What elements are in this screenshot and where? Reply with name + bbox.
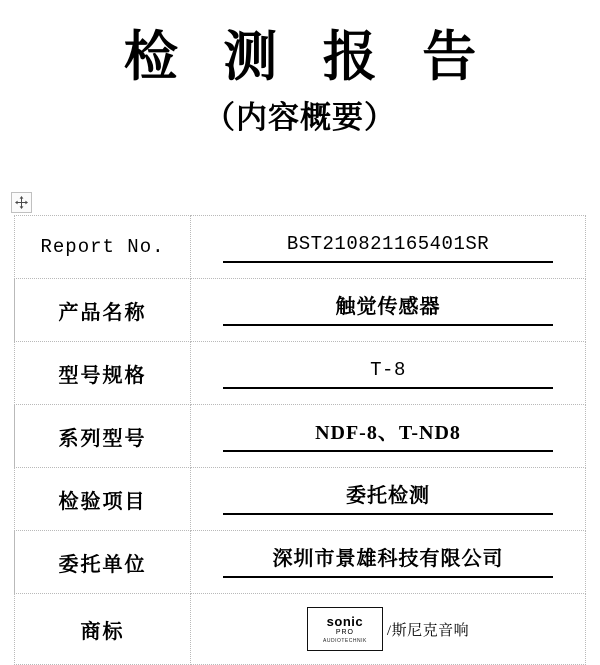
row-label-product-name: 产品名称 xyxy=(15,279,191,342)
row-value-report-no-cell xyxy=(191,216,586,279)
row-value-report-no: BST210821165401SR xyxy=(223,231,553,263)
report-table xyxy=(14,215,586,665)
row-value-model-spec: T-8 xyxy=(223,357,553,389)
page-title: 检 测 报 告 xyxy=(123,27,493,87)
row-value-inspection-item: 委托检测 xyxy=(223,483,553,515)
table-row xyxy=(15,279,586,342)
brand-logo-line1: sonic xyxy=(326,613,364,629)
brand-logo-icon xyxy=(307,607,383,651)
row-label-report-no: Report No. xyxy=(15,216,191,279)
row-value-client: 深圳市景雄科技有限公司 xyxy=(223,546,553,578)
row-value-series-model-cell xyxy=(191,405,586,468)
table-row xyxy=(15,531,586,594)
report-table-wrapper xyxy=(14,215,586,665)
row-label-model-spec: 型号规格 xyxy=(15,342,191,405)
row-value-inspection-item-cell xyxy=(191,468,586,531)
row-label-series-model: 系列型号 xyxy=(15,405,191,468)
table-row-brand xyxy=(15,594,586,665)
row-label-inspection-item: 检验项目 xyxy=(15,468,191,531)
row-value-product-name: 触觉传感器 xyxy=(223,294,553,326)
row-value-trademark-cell xyxy=(191,594,586,665)
page-subtitle: （内容概要） xyxy=(204,100,396,136)
table-row xyxy=(15,216,586,279)
row-label-trademark: 商标 xyxy=(15,594,191,665)
move-handle-icon[interactable] xyxy=(11,192,32,213)
brand-logo-line2: PRO xyxy=(335,628,354,636)
table-row xyxy=(15,405,586,468)
brand-text: /斯尼克音响 xyxy=(386,622,470,639)
row-value-client-cell xyxy=(191,531,586,594)
table-row xyxy=(15,342,586,405)
brand-inner xyxy=(191,594,585,664)
title-block xyxy=(0,0,600,138)
row-label-client: 委托单位 xyxy=(15,531,191,594)
brand-logo-line3: AUDIOTECHNIK xyxy=(323,637,367,644)
row-value-model-spec-cell xyxy=(191,342,586,405)
row-value-product-name-cell xyxy=(191,279,586,342)
table-row xyxy=(15,468,586,531)
row-value-series-model: NDF-8、T-ND8 xyxy=(223,420,553,452)
